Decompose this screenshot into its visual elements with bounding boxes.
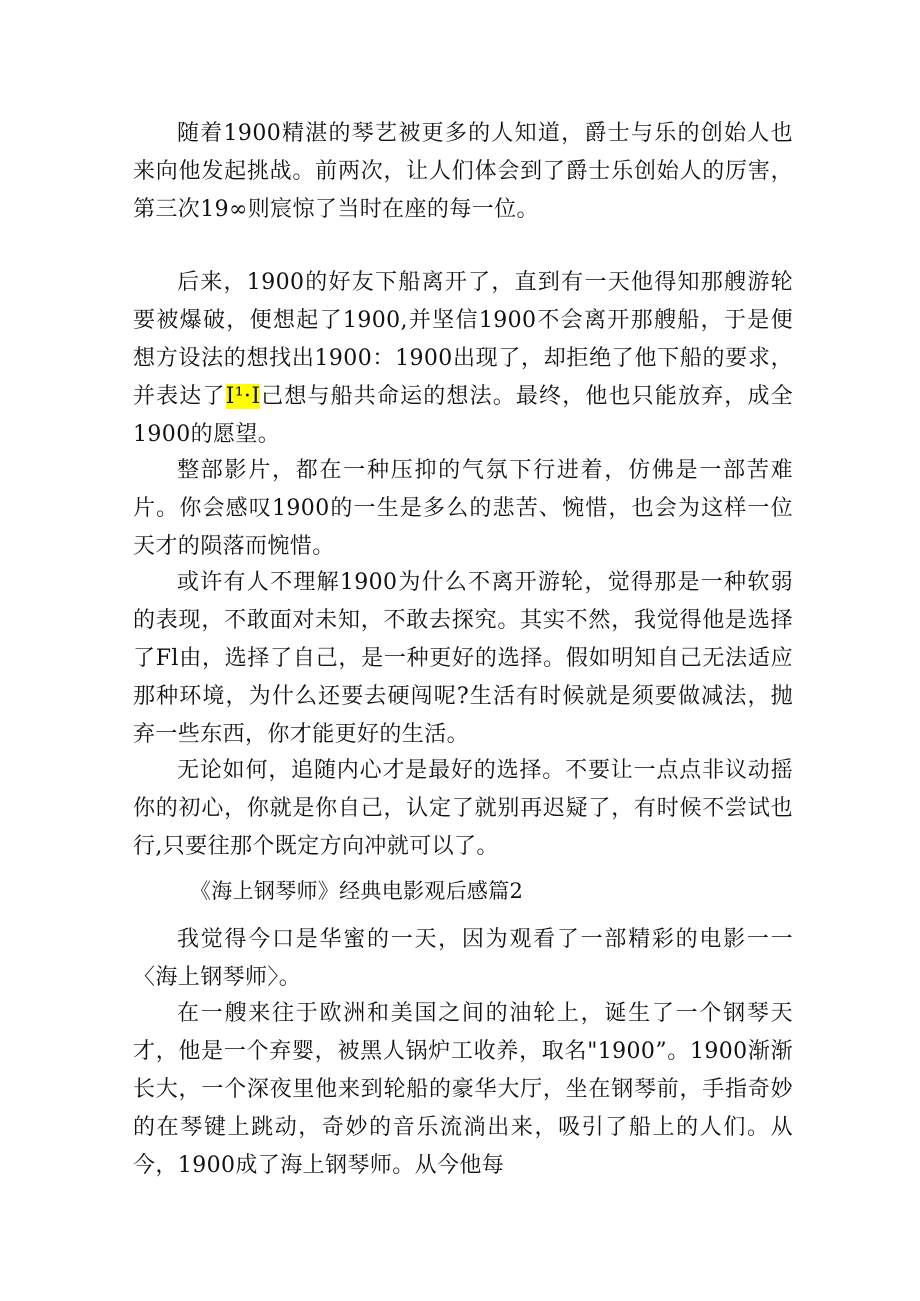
paragraph-1: 随着1900精湛的琴艺被更多的人知道，爵士与乐的创始人也来向他发起挑战。前两次，让人们体会到了爵士乐创始人的厉害，第三次19∞则宸惊了当时在座的每一位。 <box>133 121 793 222</box>
paragraph-3: 整部影片，都在一种压抑的气氛下行进着，仿佛是一部苦难片。你会感叹1900的一生是多么的悲苦、惋惜，也会为这样一位天才的陨落而惋惜。 <box>133 458 793 559</box>
section-heading: 《海上钢琴师》经典电影观后感篇2 <box>190 879 524 903</box>
paragraph-5: 无论如何，追随内心才是最好的选择。不要让一点点非议动摇你的初心，你就是你自己，认定了就别再迟疑了，有时候不尝试也行,只要往那个既定方向冲就可以了。 <box>133 758 793 859</box>
paragraph-2-text: 后来，1900的好友下船离开了，直到有一天他得知那艘游轮要被爆破，便想起了1900,并坚信1900不会离开那艘船，于是便想方设法的想找出1900：1900出现了，却拒绝了他下船的要求，并表达了 <box>133 270 793 409</box>
highlighted-text: I¹·I <box>225 384 261 409</box>
paragraph-2 <box>133 264 793 454</box>
paragraph-2-tail: 己想与船共命运的想法。最终，他也只能放弃，成全1900的愿望。 <box>133 384 793 447</box>
paragraph-7: 在一艘来往于欧洲和美国之间的油轮上，诞生了一个钢琴天才，他是一个弃婴，被黑人锅炉工收养，取名"1900”。1900渐渐长大，一个深夜里他来到轮船的豪华大厅，坐在钢琴前，手指奇妙的在琴键上跳动，奇妙的音乐流淌出来，吸引了船上的人们。从今，1900成了海上钢琴师。从今他每 <box>133 1001 793 1178</box>
paragraph-4: 或许有人不理解1900为什么不离开游轮，觉得那是一种软弱的表现，不敢面对未知，不敢去探究。其实不然，我觉得他是选择了Fl由，选择了自己，是一种更好的选择。假如明知自己无法适应那种环境，为什么还要去硬闯呢?生活有时候就是须要做减法，抛弃一些东西，你才能更好的生活。 <box>133 570 793 747</box>
paragraph-6: 我觉得今口是华蜜的一天，因为观看了一部精彩的电影一一〈海上钢琴师〉。 <box>133 927 793 990</box>
